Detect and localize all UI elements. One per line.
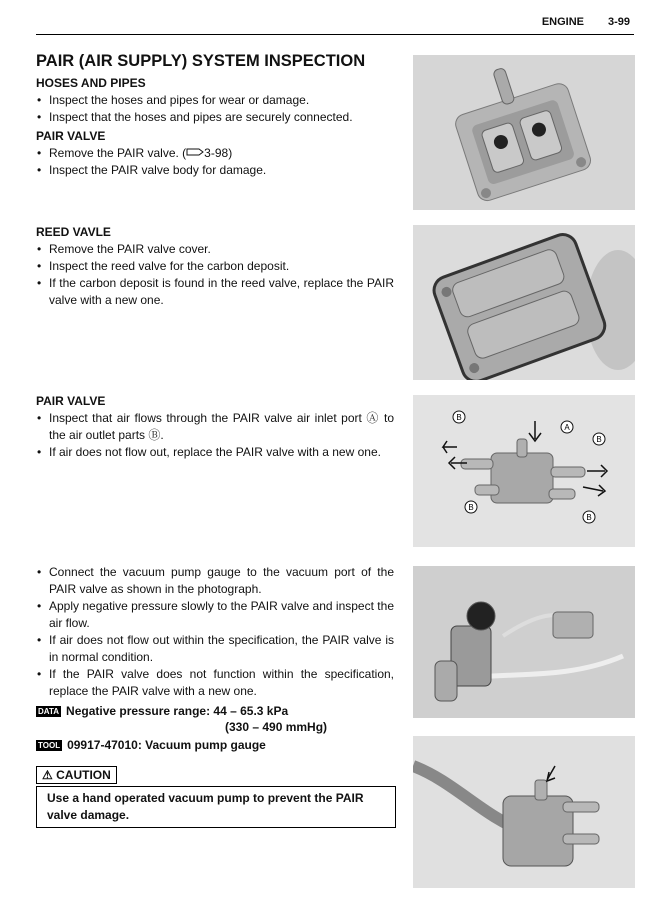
caution-text-label: CAUTION [56, 768, 111, 782]
diagram-label-b: B [586, 513, 592, 522]
photo-vacuum-pump [413, 566, 635, 718]
page-title: PAIR (AIR SUPPLY) SYSTEM INSPECTION [36, 52, 366, 70]
list-item: • Inspect that the hoses and pipes are securely connected. [36, 109, 394, 126]
tool-line [36, 738, 266, 752]
list-item: • If the PAIR valve does not function within the specification, replace the PAIR valve with a new one. [36, 666, 394, 700]
spec-pressure-mmhg: (330 – 490 mmHg) [225, 720, 328, 734]
reed-valve-heading: REED VAVLE [36, 225, 111, 239]
diagram-label-b: B [456, 413, 462, 422]
page-reference: 3-98) [204, 146, 233, 160]
list-item: • Inspect the reed valve for the carbon deposit. [36, 258, 394, 275]
photo-valve-hose [413, 736, 635, 888]
list-item: • If air does not flow out, replace the PAIR valve with a new one. [36, 444, 394, 461]
page-header [36, 14, 634, 35]
photo-pair-valve [413, 55, 635, 210]
header-page-number: 3-99 [607, 16, 630, 28]
diagram-label-b: B [596, 435, 602, 444]
pair-valve-airflow-list [36, 410, 394, 461]
list-item: • Apply negative pressure slowly to the PAIR valve and inspect the air flow. [36, 598, 394, 632]
diagram-label-a: A [564, 423, 570, 432]
photo-airflow-diagram [413, 395, 635, 547]
photo-reed-valve [413, 225, 635, 380]
tool-text: 09917-47010: Vacuum pump gauge [67, 738, 266, 752]
tool-tag: TOOL [38, 741, 61, 751]
caution-label [36, 766, 117, 784]
list-item: • If the carbon deposit is found in the reed valve, replace the PAIR valve with a new one. [36, 275, 394, 309]
list-item: • If air does not flow out within the specification, the PAIR valve is in normal condition. [36, 632, 394, 666]
hoses-heading: HOSES AND PIPES [36, 76, 146, 90]
spec-line [36, 704, 288, 718]
list-item: • Inspect the PAIR valve body for damage. [36, 162, 394, 179]
list-item: • Remove the PAIR valve. ( 3-98) [36, 145, 394, 162]
pair-valve-airflow-heading: PAIR VALVE [36, 394, 106, 408]
vacuum-test-list [36, 564, 394, 700]
list-item: • Remove the PAIR valve cover. [36, 241, 394, 258]
data-tag: DATA [38, 707, 60, 717]
reference-icon [186, 145, 204, 162]
header-section: ENGINE [541, 16, 584, 28]
list-item: • Inspect the hoses and pipes for wear or damage. [36, 92, 394, 109]
hoses-list [36, 92, 394, 126]
pair-valve-list [36, 145, 394, 179]
caution-box: Use a hand operated vacuum pump to prevent the PAIR valve damage. [36, 786, 396, 828]
warning-icon: ⚠ [42, 768, 53, 782]
list-item: • Inspect that air flows through the PAIR valve air inlet port Ⓐ to the air outlet parts Ⓑ. [36, 410, 394, 444]
reed-valve-list [36, 241, 394, 309]
diagram-label-b: B [468, 503, 474, 512]
pair-valve-heading: PAIR VALVE [36, 129, 106, 143]
spec-pressure-range: Negative pressure range: 44 – 65.3 kPa [66, 704, 289, 718]
list-item: • Connect the vacuum pump gauge to the vacuum port of the PAIR valve as shown in the photograph. [36, 564, 394, 598]
